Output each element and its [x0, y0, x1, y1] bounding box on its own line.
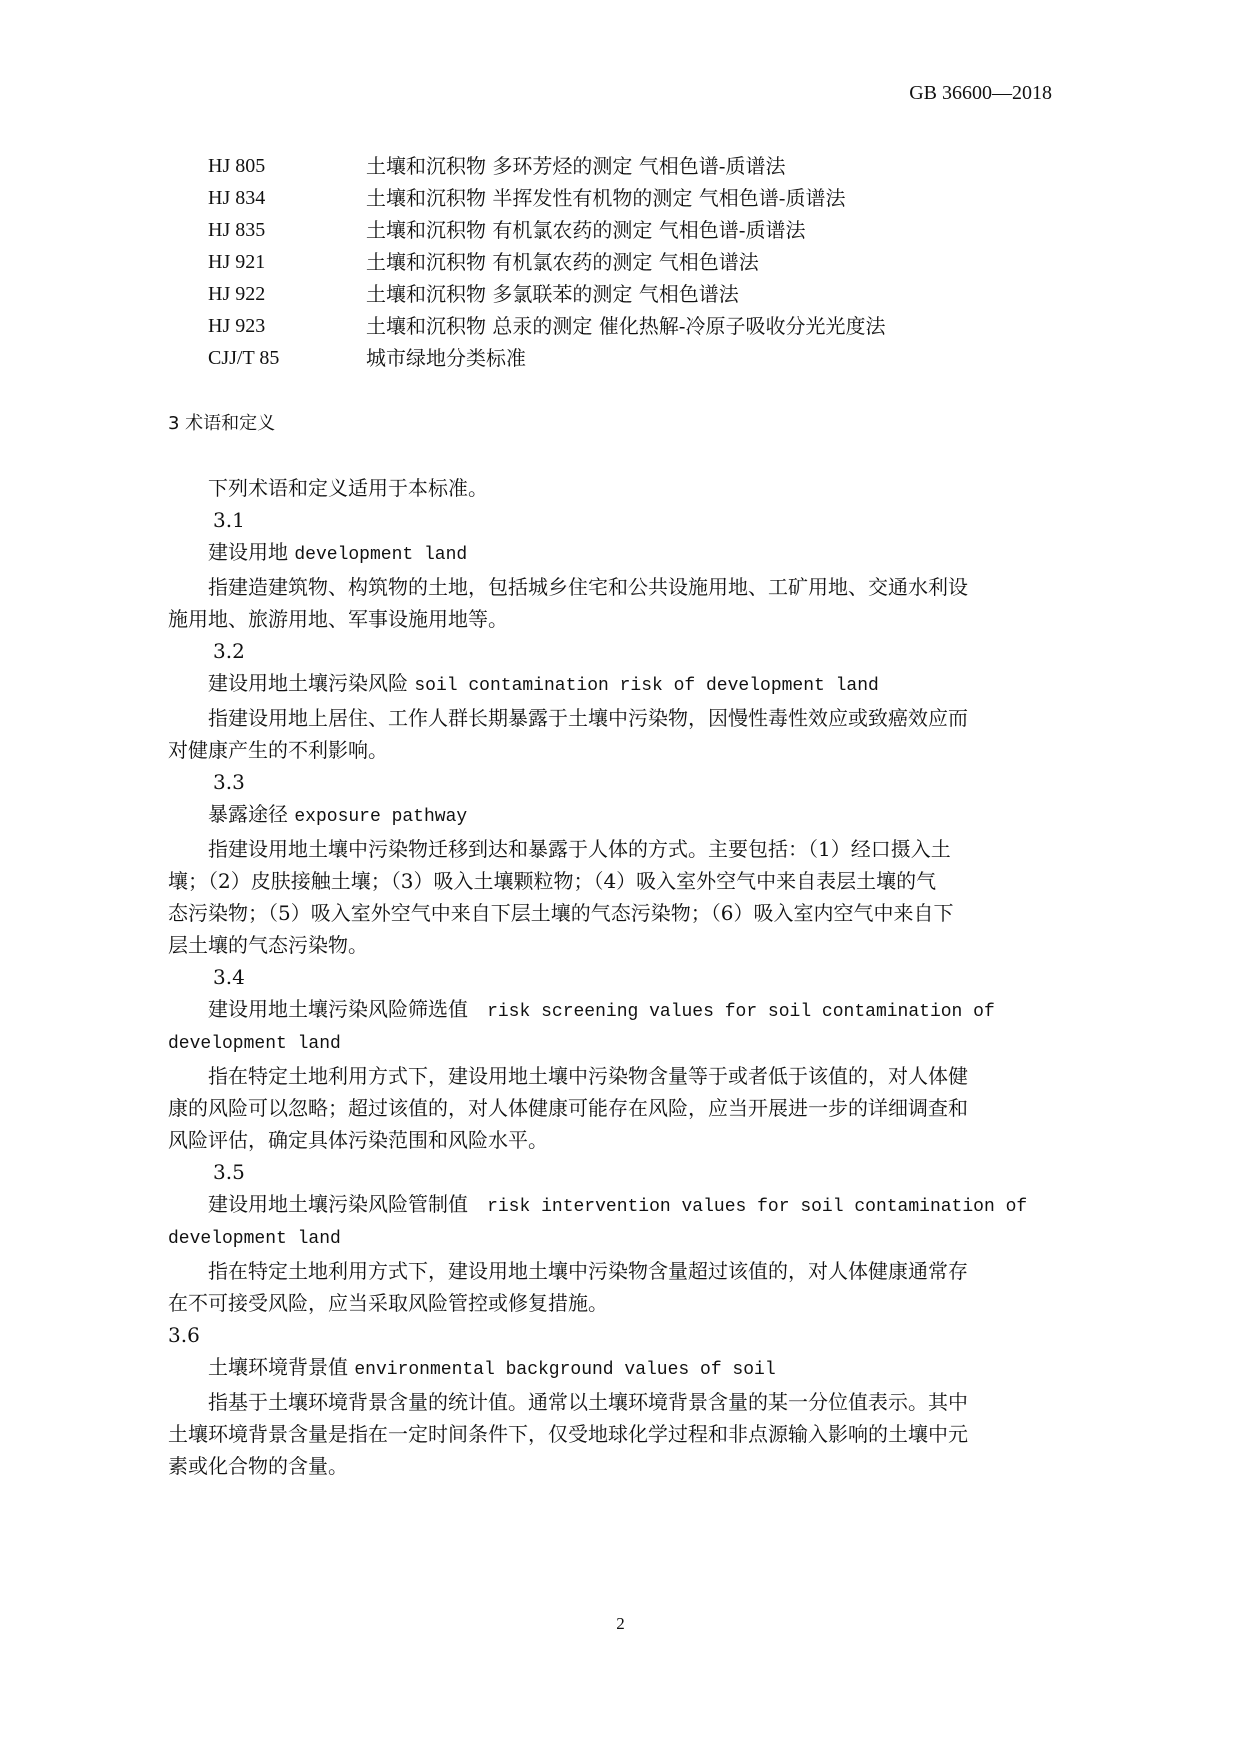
definition-line: 指建设用地上居住、工作人群长期暴露于土壤中污染物，因慢性毒性效应或致癌效应而 — [208, 706, 968, 730]
page-number: 2 — [616, 1614, 625, 1633]
term-title — [168, 667, 1052, 702]
term-zh: 暴露途径 — [208, 802, 288, 826]
term-zh: 土壤环境背景值 — [208, 1355, 348, 1379]
term-en: soil contamination risk of development land — [414, 676, 879, 696]
definition-line: 施用地、旅游用地、军事设施用地等。 — [168, 607, 508, 631]
section-intro: 下列术语和定义适用于本标准。 — [208, 476, 488, 500]
reference-title: 城市绿地分类标准 — [366, 346, 526, 370]
term-title — [168, 1188, 1052, 1223]
definition-line: 土壤环境背景含量是指在一定时间条件下，仅受地球化学过程和非点源输入影响的土壤中元 — [168, 1422, 968, 1446]
term-en: development land — [294, 545, 468, 565]
term-title — [168, 993, 1052, 1028]
definition-line: 壤；（2）皮肤接触土壤；（3）吸入土壤颗粒物；（4）吸入室外空气中来自表层土壤的气 — [168, 869, 937, 893]
term-en-continued: development land — [168, 1229, 341, 1249]
reference-code: HJ 921 — [208, 251, 266, 273]
normative-references-list — [208, 150, 1052, 374]
reference-title: 土壤和沉积物 多氯联苯的测定 气相色谱法 — [366, 282, 739, 306]
definition-line: 在不可接受风险，应当采取风险管控或修复措施。 — [168, 1291, 608, 1315]
term-en: environmental background values of soil — [354, 1360, 776, 1380]
reference-code: CJJ/T 85 — [208, 347, 280, 369]
reference-code: HJ 835 — [208, 219, 266, 241]
term-number: 3.6 — [168, 1323, 200, 1347]
term-number: 3.2 — [213, 639, 245, 663]
definition-line: 风险评估，确定具体污染范围和风险水平。 — [168, 1128, 548, 1152]
term-en: exposure pathway — [294, 807, 468, 827]
reference-title: 土壤和沉积物 总汞的测定 催化热解-冷原子吸收分光光度法 — [366, 314, 886, 338]
standard-number-header: GB 36600—2018 — [909, 82, 1052, 104]
reference-row — [208, 342, 1052, 374]
term-number: 3.5 — [213, 1160, 245, 1184]
term-title — [168, 536, 1052, 571]
term-en: risk screening values for soil contamination of — [487, 1002, 995, 1022]
reference-row — [208, 246, 1052, 278]
reference-code: HJ 923 — [208, 315, 266, 337]
definition-line: 素或化合物的含量。 — [168, 1454, 348, 1478]
reference-title: 土壤和沉积物 多环芳烃的测定 气相色谱-质谱法 — [366, 154, 786, 178]
definition-line: 指建设用地土壤中污染物迁移到达和暴露于人体的方式。主要包括：（1）经口摄入土 — [208, 837, 951, 861]
reference-code: HJ 834 — [208, 187, 266, 209]
term-zh: 建设用地土壤污染风险管制值 — [208, 1192, 468, 1216]
reference-code: HJ 922 — [208, 283, 266, 305]
reference-title: 土壤和沉积物 半挥发性有机物的测定 气相色谱-质谱法 — [366, 186, 846, 210]
definition-line: 指在特定土地利用方式下，建设用地土壤中污染物含量等于或者低于该值的，对人体健 — [208, 1064, 968, 1088]
term-number: 3.1 — [213, 508, 245, 532]
reference-row — [208, 310, 1052, 342]
term-en: risk intervention values for soil contamination of — [487, 1197, 1028, 1217]
reference-row — [208, 150, 1052, 182]
definition-line: 指在特定土地利用方式下，建设用地土壤中污染物含量超过该值的，对人体健康通常存 — [208, 1259, 968, 1283]
reference-row — [208, 182, 1052, 214]
term-title — [168, 798, 1052, 833]
term-number: 3.3 — [213, 770, 245, 794]
reference-title: 土壤和沉积物 有机氯农药的测定 气相色谱法 — [366, 250, 759, 274]
term-title — [168, 1351, 1052, 1386]
definition-line: 对健康产生的不利影响。 — [168, 738, 388, 762]
term-zh: 建设用地土壤污染风险 — [208, 671, 408, 695]
definition-line: 指建造建筑物、构筑物的土地，包括城乡住宅和公共设施用地、工矿用地、交通水利设 — [208, 575, 968, 599]
term-number: 3.4 — [213, 965, 245, 989]
definition-line: 康的风险可以忽略；超过该值的，对人体健康可能存在风险，应当开展进一步的详细调查和 — [168, 1096, 968, 1120]
definition-line: 层土壤的气态污染物。 — [168, 933, 368, 957]
reference-title: 土壤和沉积物 有机氯农药的测定 气相色谱-质谱法 — [366, 218, 806, 242]
definition-line: 指基于土壤环境背景含量的统计值。通常以土壤环境背景含量的某一分位值表示。其中 — [208, 1390, 968, 1414]
term-zh: 建设用地 — [208, 540, 288, 564]
term-zh: 建设用地土壤污染风险筛选值 — [208, 997, 468, 1021]
section-heading: 3 术语和定义 — [168, 413, 276, 434]
definition-line: 态污染物；（5）吸入室外空气中来自下层土壤的气态污染物；（6）吸入室内空气中来自下 — [168, 901, 954, 925]
term-en-continued: development land — [168, 1034, 341, 1054]
reference-row — [208, 214, 1052, 246]
reference-row — [208, 278, 1052, 310]
reference-code: HJ 805 — [208, 155, 266, 177]
